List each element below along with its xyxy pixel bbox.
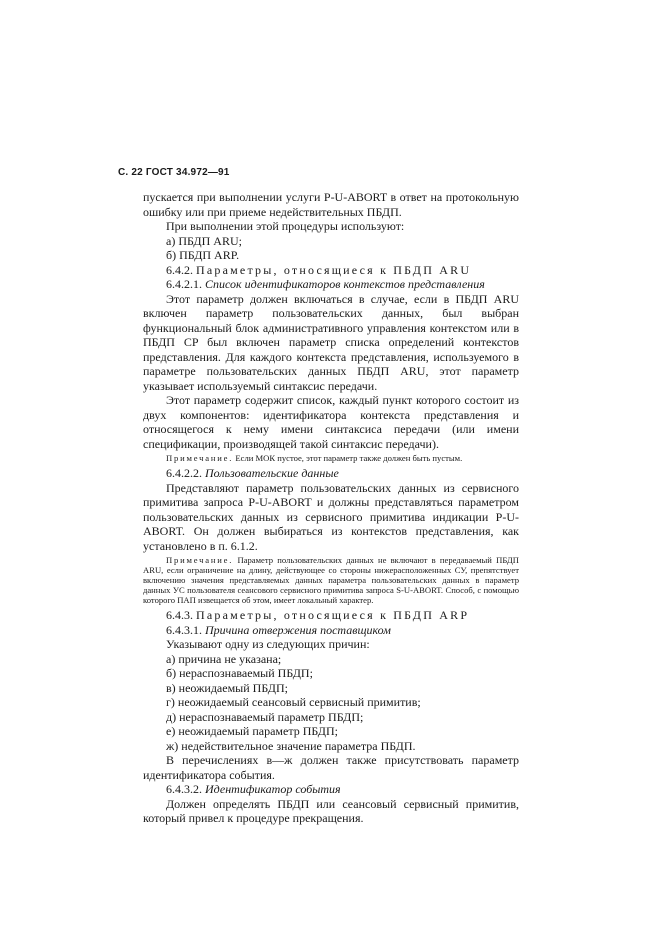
list-item-reason: б) нераспознаваемый ПБДП;	[166, 666, 313, 680]
note-label: Примечание.	[166, 453, 234, 463]
page-content	[143, 190, 519, 826]
paragraph-6-4-3-2: Должен определять ПБДП или сеансовый сервисный примитив, который привел к процедуре прекращения.	[143, 796, 519, 825]
section-title: Параметры, относящиеся к ПБДП ARP	[196, 608, 470, 622]
list-item-reason: в) неожидаемый ПБДП;	[166, 680, 288, 695]
section-number: 6.4.2.	[166, 262, 193, 277]
section-title: Идентификатор события	[205, 782, 341, 796]
section-6-4-3-2-heading	[143, 782, 519, 797]
paragraph-6-4-2-1-b: Этот параметр содержит список, каждый пункт которого состоит из двух компонентов: идентификатора контекста представления и относящегося к нему имени синтаксиса передачи (или имени спецификации, производящей такой синтаксис передачи).	[143, 393, 519, 451]
paragraph-intro: пускается при выполнении услуги P-U-ABORT в ответ на протокольную ошибку или при приеме недействительных ПБДП.	[143, 190, 519, 219]
section-6-4-2-1-heading	[143, 277, 519, 292]
paragraph-6-4-3-1-tail: В перечислениях в—ж должен также присутствовать параметр идентификатора события.	[143, 753, 519, 782]
list-item-uses-b: б) ПБДП ARP.	[166, 248, 240, 262]
section-number: 6.4.3.2.	[166, 782, 202, 796]
paragraph-uses-intro: При выполнении этой процедуры используют:	[166, 219, 405, 233]
paragraph-6-4-2-1-a: Этот параметр должен включаться в случае, если в ПБДП ARU включен параметр пользовательских данных, был выбран функциональный блок административного управления контекстом или в ПБДП CP был включен параметр списка определений контекстов представления. Для каждого контекста представления, используемого в параметре пользовательских данных ПБДП ARU, этот параметр указывает используемый синтаксис передачи.	[143, 291, 519, 393]
paragraph-6-4-2-2: Представляют параметр пользовательских данных из сервисного примитива запроса P-U-ABORT и должны представляться параметром пользовательских данных из сервисного примитива индикации P-U-ABORT. Он должен выбираться из контекстов представления, как установлено в п. 6.1.2.	[143, 480, 519, 553]
section-title: Пользовательские данные	[205, 466, 339, 480]
list-item-reason: е) неожидаемый параметр ПБДП;	[166, 724, 338, 738]
note-label: Примечание.	[166, 555, 234, 565]
note-text: Параметр пользовательских данных не включают в передаваемый ПБДП ARU, если ограничение на длину, действующее со стороны нижерасположенных СУ, препятствует включению значения представляемых данных параметра пользовательских данных в параметр данных УС пользователя сеансового сервисного примитива запроса S-U-ABORT. Способ, с помощью которого ПАП извещается об этом, имеет локальный характер.	[143, 555, 520, 605]
section-6-4-3-1-heading	[143, 623, 519, 638]
note-1	[143, 453, 519, 463]
section-number: 6.4.3.1.	[166, 622, 202, 637]
section-6-4-2-2-heading	[143, 466, 519, 481]
section-title: Причина отвержения поставщиком	[205, 622, 391, 637]
page-header: С. 22 ГОСТ 34.972—91	[118, 167, 230, 178]
section-6-4-3-heading	[143, 608, 519, 623]
note-text: Если МОК пустое, этот параметр также должен быть пустым.	[235, 453, 463, 463]
section-title: Список идентификаторов контекстов представления	[205, 277, 485, 291]
list-item-reason: г) неожидаемый сеансовый сервисный примитив;	[166, 695, 421, 709]
list-item-reason: ж) недействительное значение параметра ПБДП.	[166, 738, 416, 753]
note-2	[143, 555, 519, 605]
section-number: 6.4.2.1.	[166, 277, 202, 291]
section-number: 6.4.3.	[166, 608, 193, 622]
list-item-uses-a: а) ПБДП ARU;	[166, 233, 242, 248]
section-number: 6.4.2.2.	[166, 466, 202, 480]
list-item-reason: а) причина не указана;	[166, 651, 282, 666]
list-item-reason: д) нераспознаваемый параметр ПБДП;	[166, 709, 364, 724]
paragraph-reasons-intro: Указывают одну из следующих причин:	[166, 637, 370, 651]
section-title: Параметры, относящиеся к ПБДП ARU	[196, 262, 472, 277]
section-6-4-2-heading	[143, 263, 519, 278]
